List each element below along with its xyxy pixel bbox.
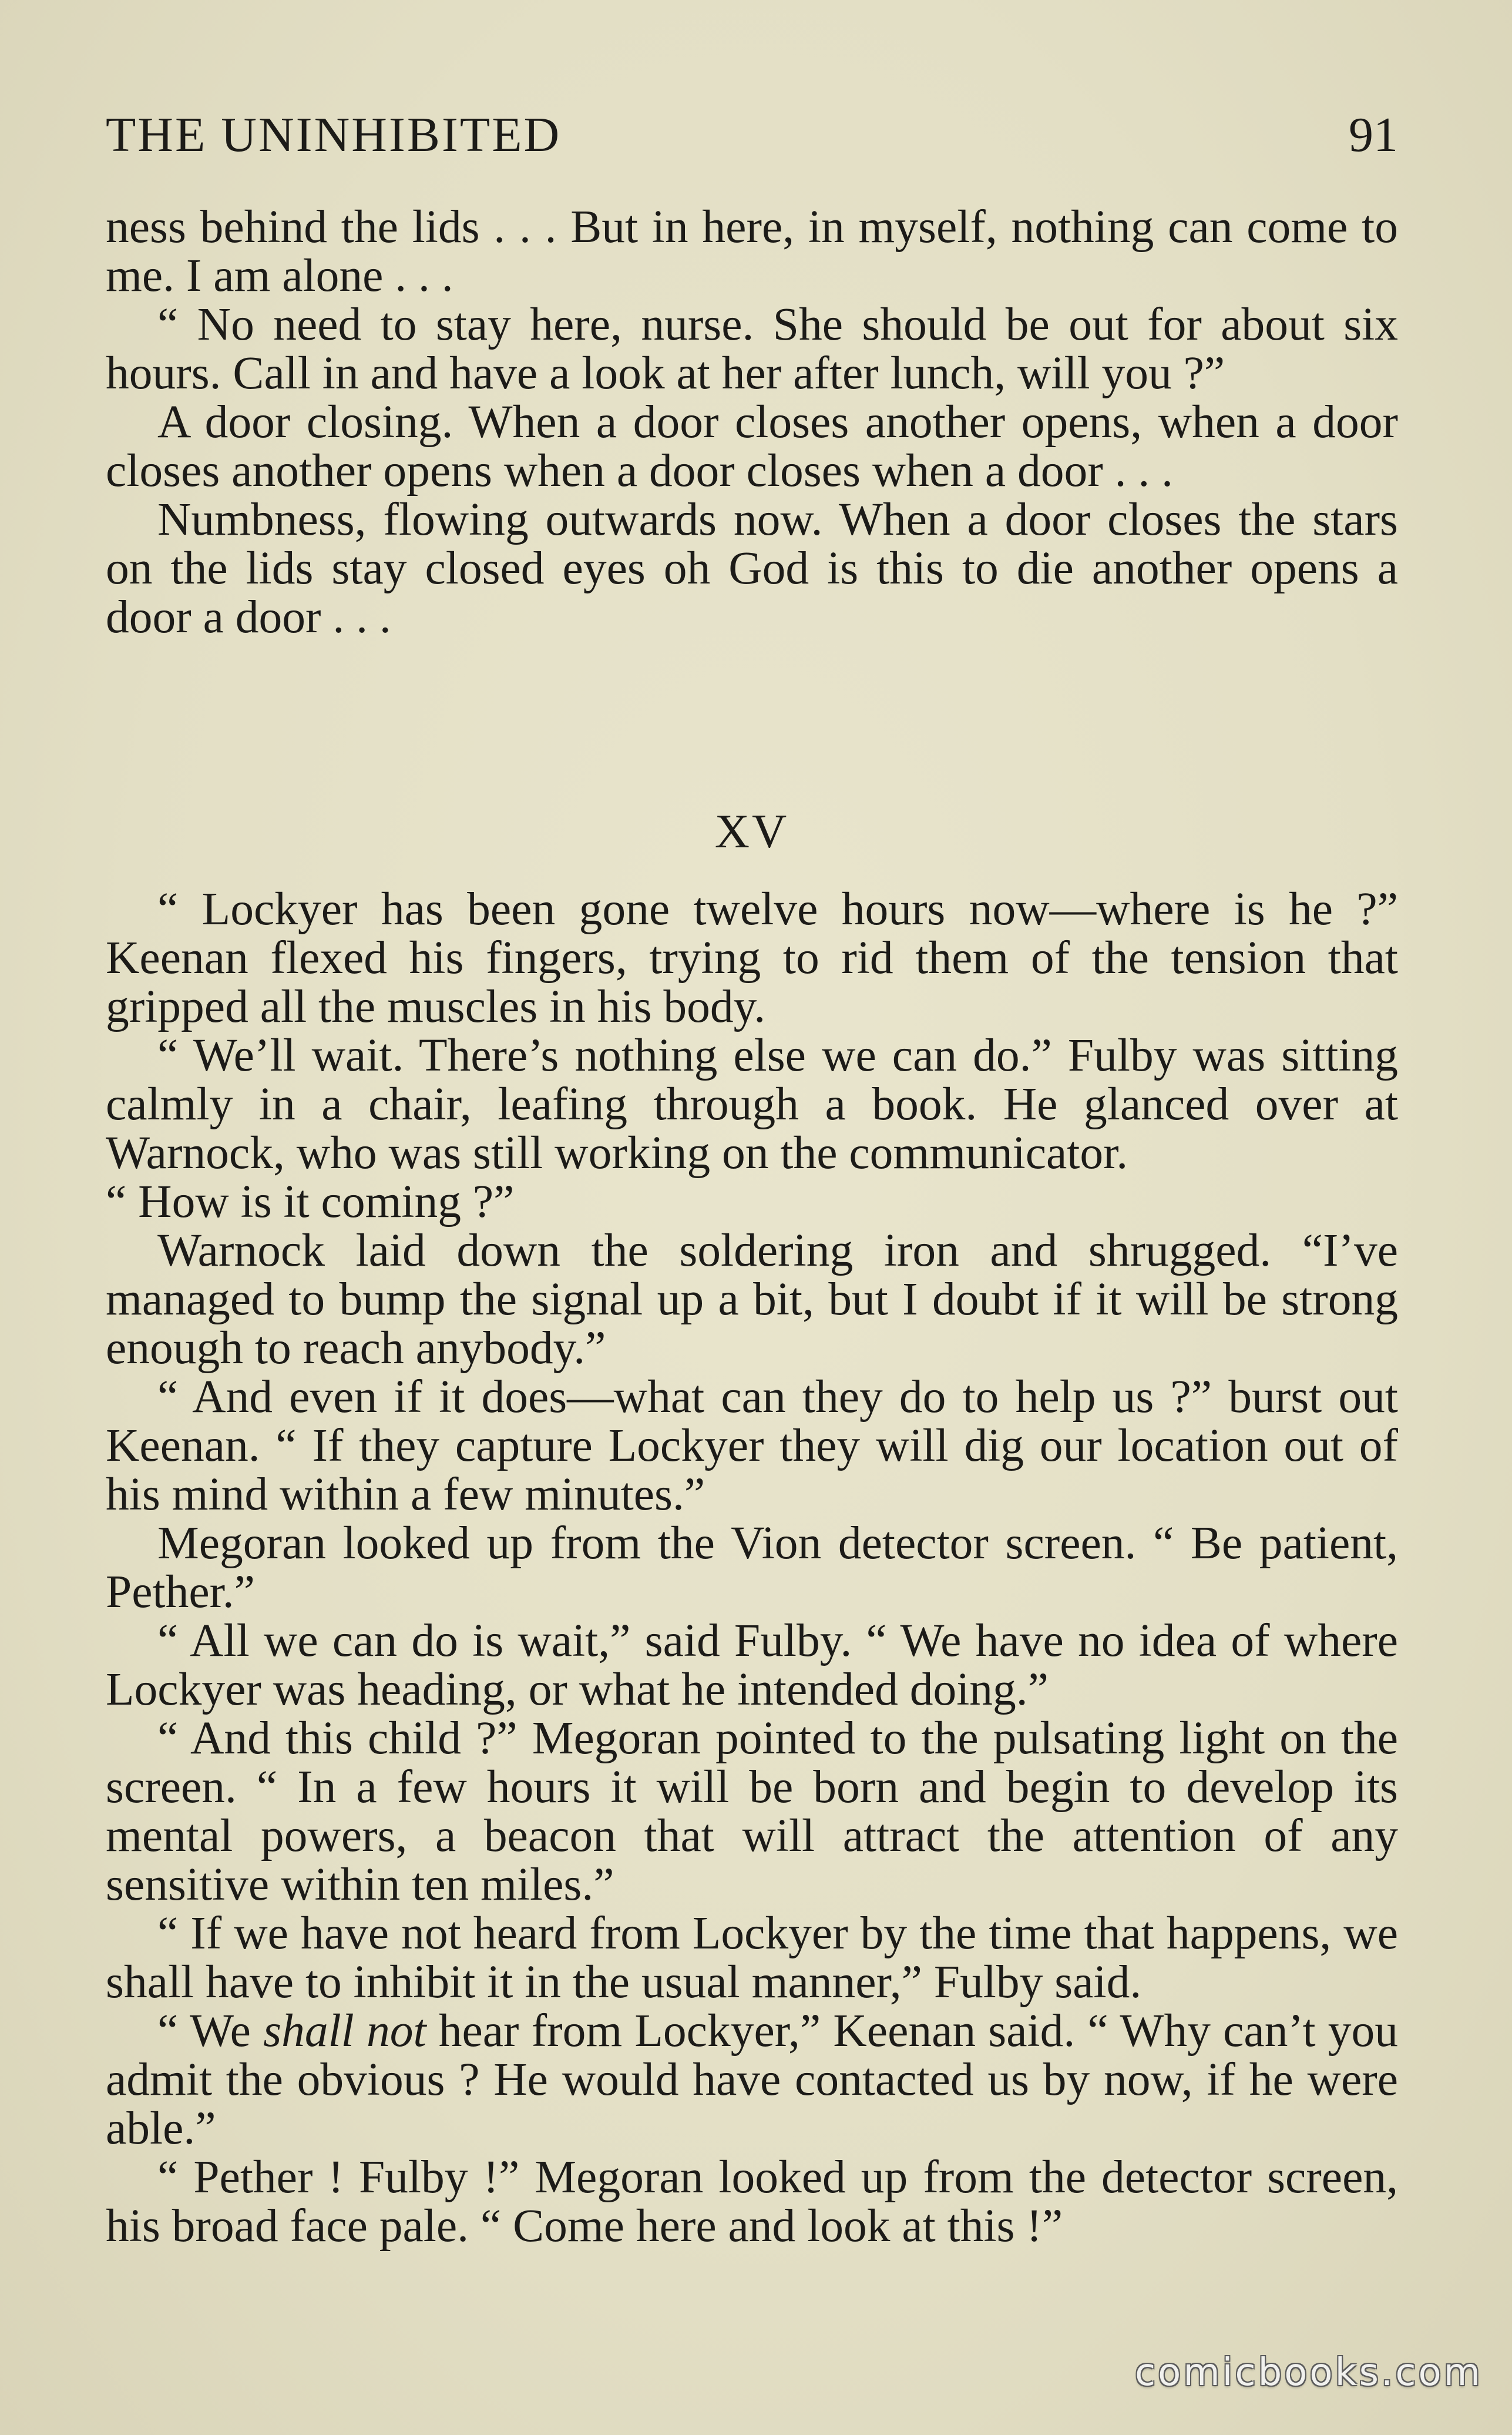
paragraph: A door closing. When a door closes another opens, when a door closes another opens when a door closes when a door . . . bbox=[106, 396, 1398, 497]
paragraph: “ And even if it does—what can they do to help us ?” burst out Keenan. “ If they capture Lockyer they will dig our location out of his mind within a few minutes.” bbox=[106, 1371, 1398, 1520]
running-title: THE UNINHIBITED bbox=[106, 108, 562, 162]
paragraph: Megoran looked up from the Vion detector screen. “ Be patient, Pether.” bbox=[106, 1517, 1398, 1618]
section-2-text bbox=[106, 885, 1398, 2250]
text-run: hear from Lockyer,” Keenan said. “ Why can’t you admit the obvious ? He would have contacted us by now, if he were able.” bbox=[106, 2005, 1398, 2154]
paragraph: “ If we have not heard from Lockyer by the time that happens, we shall have to inhibit it in the usual manner,” Fulby said. bbox=[106, 1907, 1398, 2008]
paragraph: “ We’ll wait. There’s nothing else we can do.” Fulby was sitting calmly in a chair, leafing through a book. He glanced over at Warnock, who was still working on the communicator. bbox=[106, 1029, 1398, 1179]
paragraph-with-emphasis bbox=[106, 2007, 1398, 2153]
paragraph: “ Lockyer has been gone twelve hours now—where is he ?” Keenan flexed his fingers, trying to rid them of the tension that gripped all the muscles in his body. bbox=[106, 883, 1398, 1032]
emphasis-text: shall not bbox=[263, 2005, 426, 2057]
watermark: comicbooks.com bbox=[1134, 2351, 1483, 2394]
paragraph: Warnock laid down the soldering iron and shrugged. “I’ve managed to bump the signal up a bit, but I doubt if it will be strong enough to reach anybody.” bbox=[106, 1225, 1398, 1374]
section-1-text bbox=[106, 203, 1398, 642]
paragraph-continued: ness behind the lids . . . But in here, in myself, nothing can come to me. I am alone . . . bbox=[106, 201, 1398, 301]
paragraph: “ All we can do is wait,” said Fulby. “ We have no idea of where Lockyer was heading, or what he intended doing.” bbox=[106, 1615, 1398, 1715]
text-run: “ We bbox=[157, 2005, 264, 2057]
paragraph: “ No need to stay here, nurse. She should be out for about six hours. Call in and have a look at her after lunch, will you ?” bbox=[106, 298, 1398, 399]
paragraph: “ And this child ?” Megoran pointed to the pulsating light on the screen. “ In a few hours it will be born and begin to develop its mental powers, a beacon that will attract the attention of any sensitive within ten miles.” bbox=[106, 1712, 1398, 1910]
paragraph-continued: “ How is it coming ?” bbox=[106, 1176, 515, 1227]
running-head bbox=[106, 103, 1398, 167]
paragraph: “ Pether ! Fulby !” Megoran looked up from the detector screen, his broad face pale. “ Come here and look at this !” bbox=[106, 2151, 1398, 2252]
paragraph: Numbness, flowing outwards now. When a door closes the stars on the lids stay closed eyes oh God is this to die another opens a door a door . . . bbox=[106, 494, 1398, 643]
chapter-heading: XV bbox=[714, 804, 789, 858]
page-number: 91 bbox=[1349, 108, 1398, 162]
